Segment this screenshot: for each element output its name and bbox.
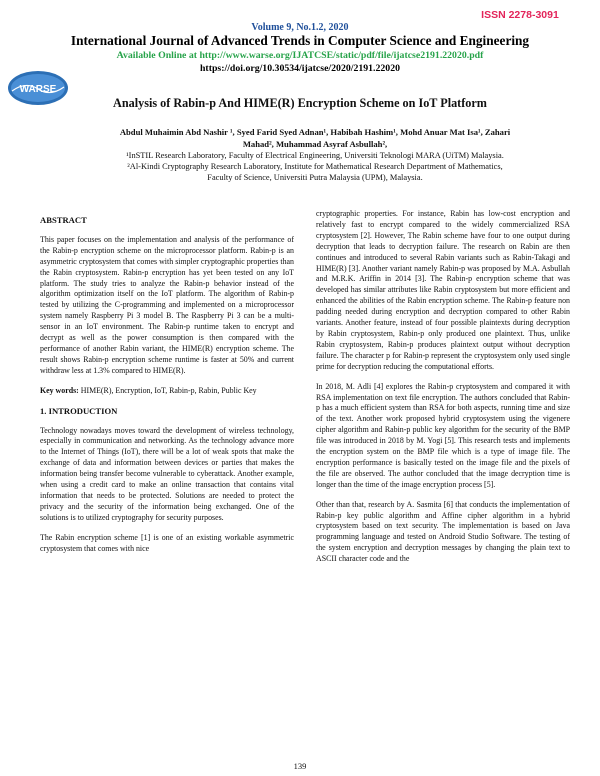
page-number: 139 [293, 761, 307, 771]
affiliation-3: Faculty of Science, Universiti Putra Malaysia (UPM), Malaysia. [207, 173, 423, 182]
affiliation-2: ²Al-Kindi Cryptography Research Laboratory, Institute for Mathematical Research Department of Mathematics, [127, 162, 503, 171]
abstract-text: This paper focuses on the implementation and analysis of the performance of the Rabin-p encryption scheme on the microprocessor platform. Rabin-p is an asymmetric cryptosystem that comes with simpler cryptographic properties than the Rabin cryptosystem. Rabin-p encryption has yet been tested on any IoT platform. The study tries to analyze the Rabin-p behavior instead of the algorithm optimization itself on the IoT platform. The algorithm of Rabin-p tested by utilizing the C-programming and implemented on a microprocessor system namely Raspberry Pi 3 model B. The Raspberry Pi 3 can be a multi-sensor in an IoT environment. The Rabin-p runtime taken to encrypt and decrypt as well as the power consumption is then compared with the performance of another Rabin variant, the HIME(R) encryption scheme. The result shows Rabin-p encryption scheme runtime is faster at 50% and current withdraw less at 1.3% compared to HIME(R). [40, 234, 294, 375]
paper-title: Analysis of Rabin-p And HIME(R) Encryption Scheme on IoT Platform [113, 96, 487, 110]
right-paragraph-2: In 2018, M. Adli [4] explores the Rabin-p cryptosystem and compared it with RSA implementation on text file encryption. The authors concluded that Rabin-p has a much efficient system than RSA for both aspects, running time and size of the text. Another work proposed hybrid cryptosystem using the vigenere cipher algorithm and Rabin-p public key algorithm for the security of the BMP file was introduced in 2018 by M. Yogi [5]. This research tests and implements the encryption system on the BMP file which is a type of image file. The encryption performance is basically tested on the image file and the pixels of the file are observed. The author concluded that the image decryption time is longer than the time of the image encryption process [5]. [316, 381, 570, 489]
issn-label: ISSN 2278-3091 [481, 9, 559, 21]
right-column [316, 209, 570, 574]
volume-label: Volume 9, No.1.2, 2020 [251, 22, 349, 33]
logo-text: WARSE [19, 84, 57, 95]
abstract-heading: ABSTRACT [40, 215, 87, 225]
author-list [80, 126, 550, 150]
doi-link: https://doi.org/10.30534/ijatcse/2020/2191.22020 [199, 63, 400, 74]
introduction-heading: 1. INTRODUCTION [40, 405, 118, 416]
intro-paragraph-2: The Rabin encryption scheme [1] is one of an existing workable asymmetric cryptosystem that comes with nice [40, 532, 294, 553]
online-url: Available Online at http://www.warse.org/IJATCSE/static/pdf/file/ijatcse2191.22020.pdf [116, 50, 484, 61]
left-column [40, 215, 294, 563]
intro-paragraph-1: Technology nowadays moves toward the development of wireless technology, especially in communication and networking. As the technology advance more to the Internet of Things (IoT), there will be a lot of weak spots that make the exchange of data and information between devices or parties that makes the information being transfer become vulnerable to cyberattack. Another example, when using a credit card to make an online transaction that contains vital information that needs to be protected. Solutions are needed to protect the privacy and the security of the information being exchanged. One of the solutions is to utilized cryptography for security purposes. [40, 425, 294, 522]
journal-title: International Journal of Advanced Trends in Computer Science and Engineering [70, 33, 530, 48]
authors-line-1: Abdul Muhaimin Abd Nashir ¹, Syed Farid Syed Adnan¹, Habibah Hashim¹, Mohd Anuar Mat Isa¹, Zahari [119, 127, 511, 137]
affiliations [80, 150, 550, 183]
right-paragraph-1: cryptographic properties. For instance, Rabin has low-cost encryption and relatively fast to encrypt compared to the widely commercialized RSA cryptosystem [2]. However, The Rabin scheme have four to one output during decryption that leads to decryption failure. The research on Rabin are then continues and introduced to several Rabin variants such as Rabin-Takagi and HIME(R) [3]. Another variant namely Rabin-p was proposed by M.A. Asbullah and M.R.K. Ariffin in 2014 [3]. The Rabin-p encryption scheme that was developed has similar attributes like Rabin cryptosystem but more efficient and enhanced the abilities of the Rabin encryption scheme. The Rabin-p feature non padding needed during encryption and decryption compared to other Rabin variants. Another feature, instead of four possible plaintexts during decryption by Rabin cryptosystem, Rabin-p only produced one plaintext. Thus, unlike Rabin cryptosystem, Rabin-p produces plaintext output without decryption failure. The character p for Rabin-p represent the cryptosystem only used single prime for decryption reducing the computational efforts. [316, 209, 570, 371]
keywords [40, 386, 294, 397]
affiliation-1: ¹InSTIL Research Laboratory, Faculty of Electrical Engineering, Universiti Teknologi MARA (UiTM) Malaysia. [126, 151, 504, 160]
keywords-label: Key words: [40, 385, 79, 395]
authors-line-2: Mahad², Muhammad Asyraf Asbullah², [242, 139, 388, 149]
right-paragraph-3: Other than that, research by A. Sasmita [6] that conducts the implementation of Rabin-p key public algorithm and Affine cipher algorithm in a hybrid cryptosystem based on text security. The implementation is based on Java programming language and tested on Android Studio Software. The testing of the system encryption and decryption messages by changing the plain text to ASCII character code and the [316, 499, 570, 564]
keywords-text: HIME(R), Encryption, IoT, Rabin-p, Rabin, Public Key [78, 385, 257, 395]
